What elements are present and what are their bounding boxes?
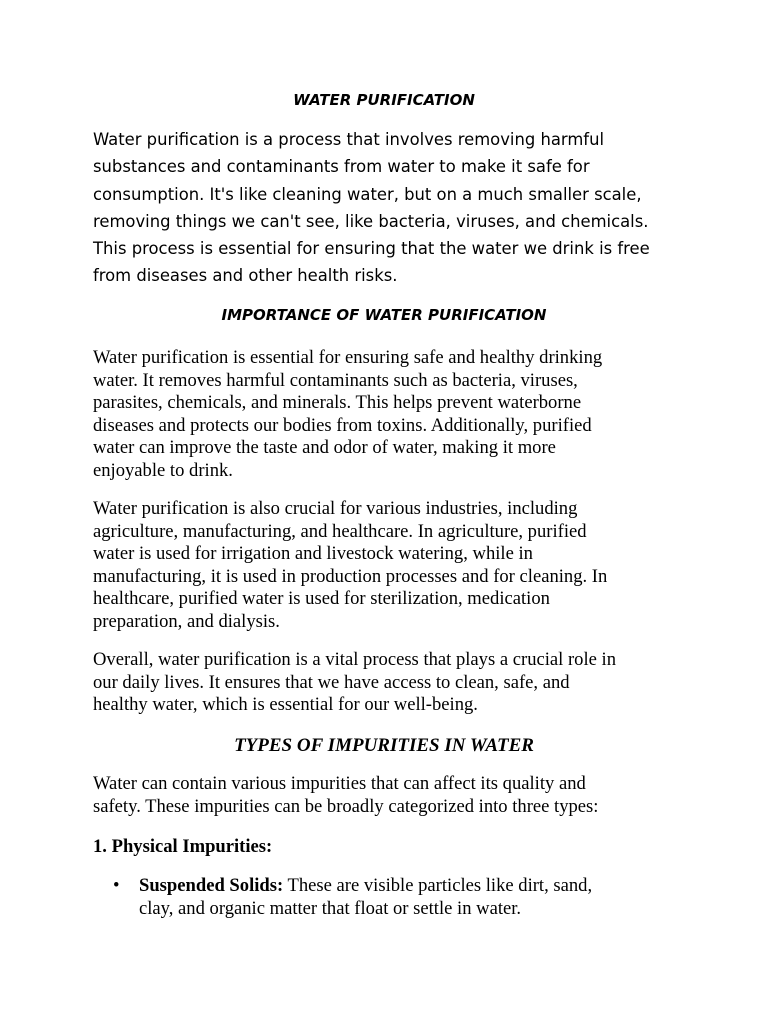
importance-heading: IMPORTANCE OF WATER PURIFICATION (221, 306, 547, 324)
document-title: WATER PURIFICATION (293, 91, 475, 109)
physical-impurities-heading: 1. Physical Impurities: (93, 836, 273, 857)
importance-paragraph-1 (93, 347, 675, 482)
paragraph-line: manufacturing, it is used in production processes and for cleaning. In (93, 565, 608, 587)
types-paragraph (93, 773, 675, 818)
list-item-description-cont: clay, and organic matter that float or settle in water. (139, 897, 522, 919)
list-item-text (139, 875, 675, 920)
paragraph-line: our daily lives. It ensures that we have access to clean, safe, and (93, 671, 570, 693)
intro-line: This process is essential for ensuring that the water we drink is free (93, 239, 650, 259)
types-heading: TYPES OF IMPURITIES IN WATER (234, 735, 534, 756)
paragraph-line: water. It removes harmful contaminants such as bacteria, viruses, (93, 369, 578, 391)
paragraph-line: Water can contain various impurities that can affect its quality and (93, 773, 586, 794)
importance-paragraph-2 (93, 498, 675, 633)
paragraph-line: Water purification is essential for ensuring safe and healthy drinking (93, 347, 603, 368)
bullet-icon: • (113, 875, 120, 896)
paragraph-line: safety. These impurities can be broadly categorized into three types: (93, 795, 599, 817)
paragraph-line: agriculture, manufacturing, and healthcare. In agriculture, purified (93, 520, 587, 542)
list-item-description: These are visible particles like dirt, sand, (283, 875, 593, 896)
paragraph-line: diseases and protects our bodies from toxins. Additionally, purified (93, 414, 592, 436)
intro-line: consumption. It's like cleaning water, but on a much smaller scale, (93, 184, 642, 204)
paragraph-line: preparation, and dialysis. (93, 610, 280, 632)
paragraph-line: healthy water, which is essential for our well-being. (93, 694, 478, 715)
intro-line: removing things we can't see, like bacteria, viruses, and chemicals. (93, 211, 649, 231)
paragraph-line: water can improve the taste and odor of water, making it more (93, 437, 556, 458)
intro-paragraph (93, 126, 675, 290)
intro-line: substances and contaminants from water to make it safe for (93, 157, 590, 177)
paragraph-line: Water purification is also crucial for various industries, including (93, 498, 578, 519)
intro-line: Water purification is a process that involves removing harmful (93, 130, 605, 149)
importance-paragraph-3 (93, 649, 675, 717)
paragraph-line: Overall, water purification is a vital process that plays a crucial role in (93, 649, 617, 670)
list-item-term: Suspended Solids: (139, 875, 284, 896)
intro-line: from diseases and other health risks. (93, 266, 398, 286)
paragraph-line: healthcare, purified water is used for sterilization, medication (93, 588, 550, 609)
paragraph-line: enjoyable to drink. (93, 459, 233, 481)
paragraph-line: parasites, chemicals, and minerals. This helps prevent waterborne (93, 392, 582, 413)
paragraph-line: water is used for irrigation and livestock watering, while in (93, 543, 533, 564)
